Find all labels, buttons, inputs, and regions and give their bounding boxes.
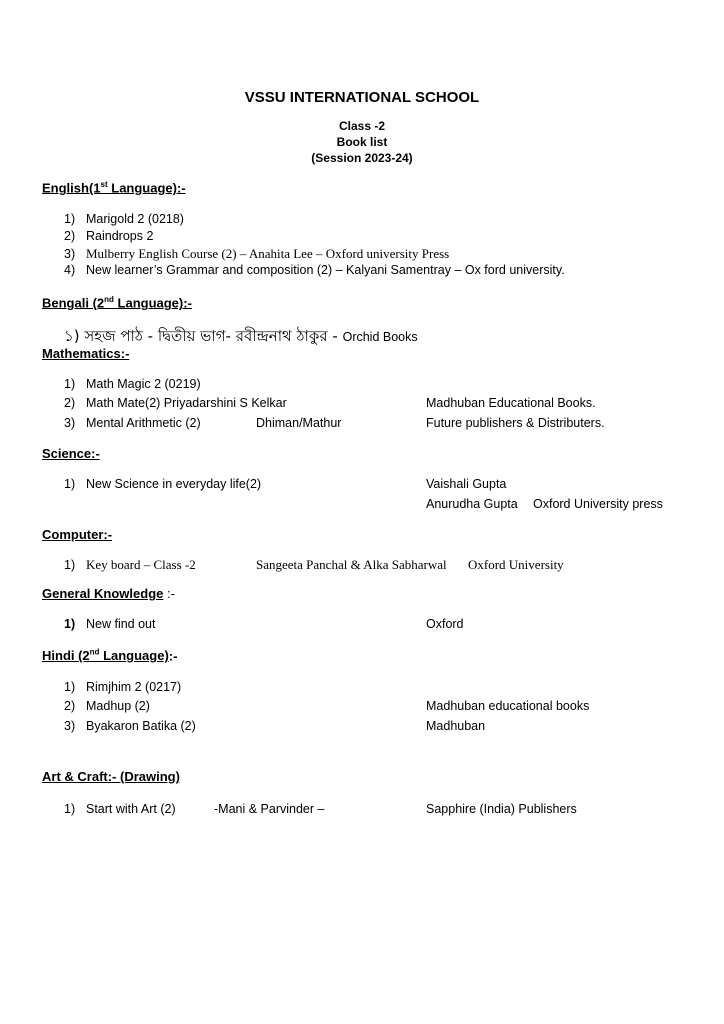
bengali-heading: Bengali (2nd Language):-: [42, 295, 192, 311]
mathematics-heading: Mathematics:-: [42, 346, 130, 361]
author: Vaishali Gupta: [426, 477, 507, 491]
list-item: 1) New Science in everyday life(2): [64, 477, 262, 491]
list-item: 4) New learner’s Grammar and composition (2) – Kalyani Samentray – Ox ford university.: [64, 263, 565, 277]
class-label: Class -2: [338, 119, 386, 133]
list-item: 3) Mulberry English Course (2) – Anahita Lee – Oxford university Press: [64, 246, 450, 261]
hindi-heading: Hindi (2nd Language):-: [42, 648, 178, 664]
list-item: 1) Rimjhim 2 (0217): [64, 680, 182, 694]
list-item: 3) Mental Arithmetic (2): [64, 416, 201, 430]
science-heading: Science:-: [42, 446, 100, 461]
publisher: Madhuban Educational Books.: [426, 396, 596, 410]
list-item: 1) New find out: [64, 617, 156, 631]
author: -Mani & Parvinder –: [214, 802, 325, 816]
list-item: 1) Math Magic 2 (0219): [64, 377, 201, 391]
art-heading: Art & Craft:- (Drawing): [42, 769, 180, 784]
publisher: Sapphire (India) Publishers: [426, 802, 577, 816]
list-item: 1) Marigold 2 (0218): [64, 212, 184, 226]
author: Anurudha Gupta: [426, 497, 518, 511]
list-item: 2) Raindrops 2: [64, 229, 154, 243]
computer-heading: Computer:-: [42, 527, 113, 542]
list-item: 3) Byakaron Batika (2): [64, 719, 196, 733]
list-item: 2) Math Mate(2) Priyadarshini S Kelkar: [64, 396, 287, 410]
publisher: Oxford University: [468, 557, 564, 572]
publisher: Oxford University press: [533, 497, 663, 511]
book-list-label: Book list: [336, 135, 388, 149]
list-item: 1) Start with Art (2): [64, 802, 176, 816]
list-item: 2) Madhup (2): [64, 699, 150, 713]
gk-heading: General Knowledge :-: [42, 586, 175, 601]
english-heading: English(1st Language):-: [42, 180, 186, 196]
publisher: Madhuban educational books: [426, 699, 590, 713]
publisher: Oxford: [426, 617, 464, 631]
author: Dhiman/Mathur: [256, 416, 342, 430]
school-title: VSSU INTERNATIONAL SCHOOL: [244, 89, 480, 106]
list-item: ১) সহজ পাঠ - দ্বিতীয় ভাগ- রবীন্দ্রনাথ ঠাকুর - Orchid Books: [64, 327, 418, 345]
list-item: 1) Key board – Class -2: [64, 557, 196, 572]
publisher: Future publishers & Distributers.: [426, 416, 605, 430]
publisher: Madhuban: [426, 719, 486, 733]
session-label: (Session 2023-24): [311, 151, 413, 165]
author: Sangeeta Panchal & Alka Sabharwal: [256, 557, 447, 572]
